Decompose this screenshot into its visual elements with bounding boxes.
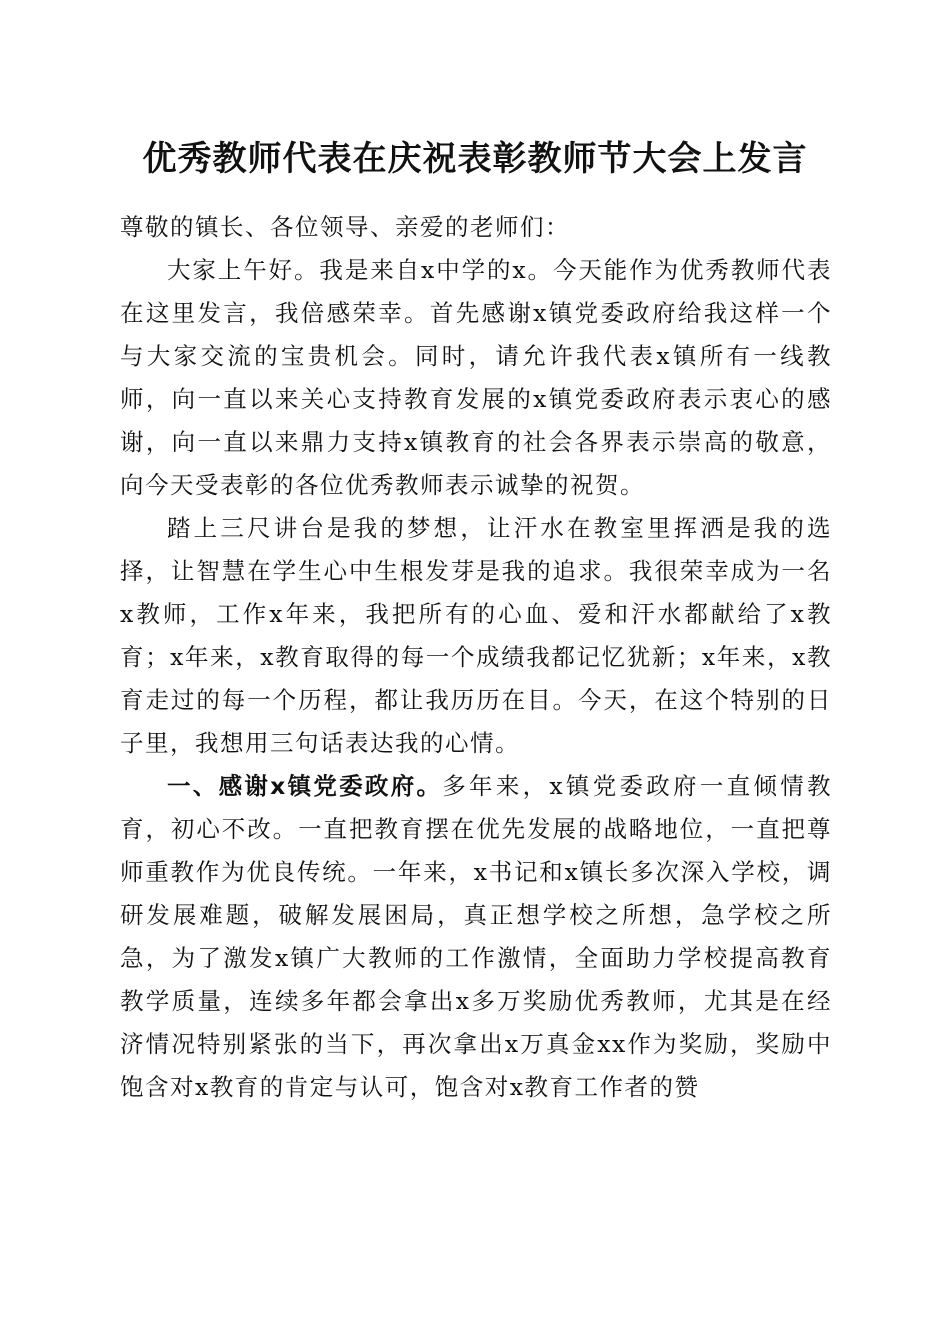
paragraph-section-1: [120, 765, 832, 1109]
salutation: 尊敬的镇长、各位领导、亲爱的老师们：: [120, 213, 570, 241]
document-body: [120, 206, 832, 1109]
paragraph-intro: 大家上午好。我是来自x中学的x。今天能作为优秀教师代表在这里发言，我倍感荣幸。首先感谢x镇党委政府给我这样一个与大家交流的宝贵机会。同时，请允许我代表x镇所有一线教师，向一直以来关心支持教育发展的x镇党委政府表示衷心的感谢，向一直以来鼎力支持x镇教育的社会各界表示崇高的敬意，向今天受表彰的各位优秀教师表示诚挚的祝贺。: [120, 256, 832, 499]
document-title: 优秀教师代表在庆祝表彰教师节大会上发言: [142, 139, 808, 179]
section-1-heading: 一、感谢x镇党委政府。: [167, 772, 443, 800]
section-1-text: 多年来，x镇党委政府一直倾情教育，初心不改。一直把教育摆在优先发展的战略地位，一直把尊师重教作为优良传统。一年来，x书记和x镇长多次深入学校，调研发展难题，破解发展困局，真正想学校之所想，急学校之所急，为了激发x镇广大教师的工作激情，全面助力学校提高教育教学质量，连续多年都会拿出x多万奖励优秀教师，尤其是在经济情况特别紧张的当下，再次拿出x万真金xx作为奖励，奖励中饱含对x教育的肯定与认可，饱含对x教育工作者的赞: [120, 772, 832, 1101]
paragraph-dream: 踏上三尺讲台是我的梦想，让汗水在教室里挥洒是我的选择，让智慧在学生心中生根发芽是我的追求。我很荣幸成为一名x教师，工作x年来，我把所有的心血、爱和汗水都献给了x教育；x年来，x教育取得的每一个成绩我都记忆犹新；x年来，x教育走过的每一个历程，都让我历历在目。今天，在这个特别的日子里，我想用三句话表达我的心情。: [120, 514, 832, 757]
